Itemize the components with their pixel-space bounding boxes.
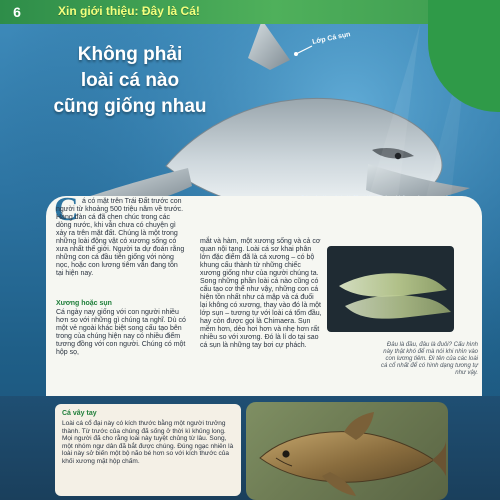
article-column-2: mắt và hàm, một xương sống và cả cơ quan nội tạng. Loài cá sơ khai phân lớn đặc điểm đã là cá xương – có bộ khung cấu thành từ những chiếc xương giống như của người chúng ta. Song những phần loài cá nào cũng có cấu tạo cơ thể như vậy, những con cá hiện tồn nhất như cá mập và cá đuối lại không có xương, thay vào đó là một lớp sụn – tương tự với loài cá tổm đầu, hay còn được gọi là Chimaera. Sụn mềm hơn, dẻo hơi hơn và nhẹ hơn rất nhiều so với xương. Đó là lí do tại sao cá sụn là những tay bơi cự phách.	[200, 238, 322, 349]
coelacanth-tail	[432, 440, 446, 476]
page-title-line-1: Không phải	[77, 44, 183, 65]
page-title	[30, 42, 230, 120]
lancelet-image	[327, 246, 454, 332]
page-number: 6	[13, 4, 21, 20]
coelacanth-eye	[282, 450, 289, 457]
lancelet-2	[345, 295, 451, 318]
article-dropcap: C	[54, 191, 79, 228]
article-column-1b: Cá ngày nay giống với con người nhiều hơn so với những gì chúng ta nghĩ. Dù có một vẻ ngoài khác biệt song cấu tạo bên trong của chúng hiện nay có nhiều điểm tương đồng với con người. Chúng có một hộp sọ,	[56, 309, 186, 356]
coelacanth-title: Cá vây tay	[62, 410, 97, 417]
shark-label: Lớp Cá sụn	[311, 31, 352, 46]
article-column-1	[54, 191, 186, 278]
label-pointer-dot	[294, 52, 298, 56]
coelacanth-image	[246, 402, 448, 500]
article-paragraph-1: á có mặt trên Trái Đất trước con người từ khoảng 500 triệu năm về trước. Hàng đàn cá đã chen chúc trong các dòng nước, khi vẫn chưa có chuyện gì xảy ra trên mặt đất. Chúng là một trong những loài động vật có xương sống có xưa nhất thế giới. Người ta dự đoán rằng những con cá đầu tiên giống với nòng nọc, hoặc con lương tiêm vẫn đang tồn tại hiện nay.	[56, 198, 185, 277]
article-subheading: Xương hoặc sụn	[56, 300, 112, 307]
lancelet-caption: Đâu là đầu, đâu là đuôi? Cấu hình này thật khó để mà nói khi nhìn vào con lương tiêm. Đì tên của các loài cá cổ nhất để có hình dạng tương tự như vậy.	[381, 342, 478, 376]
coelacanth-text: Loài cá cổ đại này có kích thước bằng một người trưởng thành. Từ trước của chúng đã sống ở thời kì khủng long. Mọi người đã cho rằng loài này tuyệt chủng từ lâu. Song, một nhóm ngư dân đã bắt được chúng. Đúng ngạc nhiên là loài này sở biến một bộ não bé hơn so với kích thước của khối xương mặt hộp chấm.	[62, 420, 234, 465]
page-title-line-2: loài cá nào	[80, 70, 180, 91]
header-title: Xin giới thiệu: Đây là Cá!	[58, 4, 200, 18]
header-bar	[0, 0, 500, 24]
lancelet-1	[339, 273, 447, 296]
page-title-line-3: cũng giống nhau	[53, 96, 207, 117]
